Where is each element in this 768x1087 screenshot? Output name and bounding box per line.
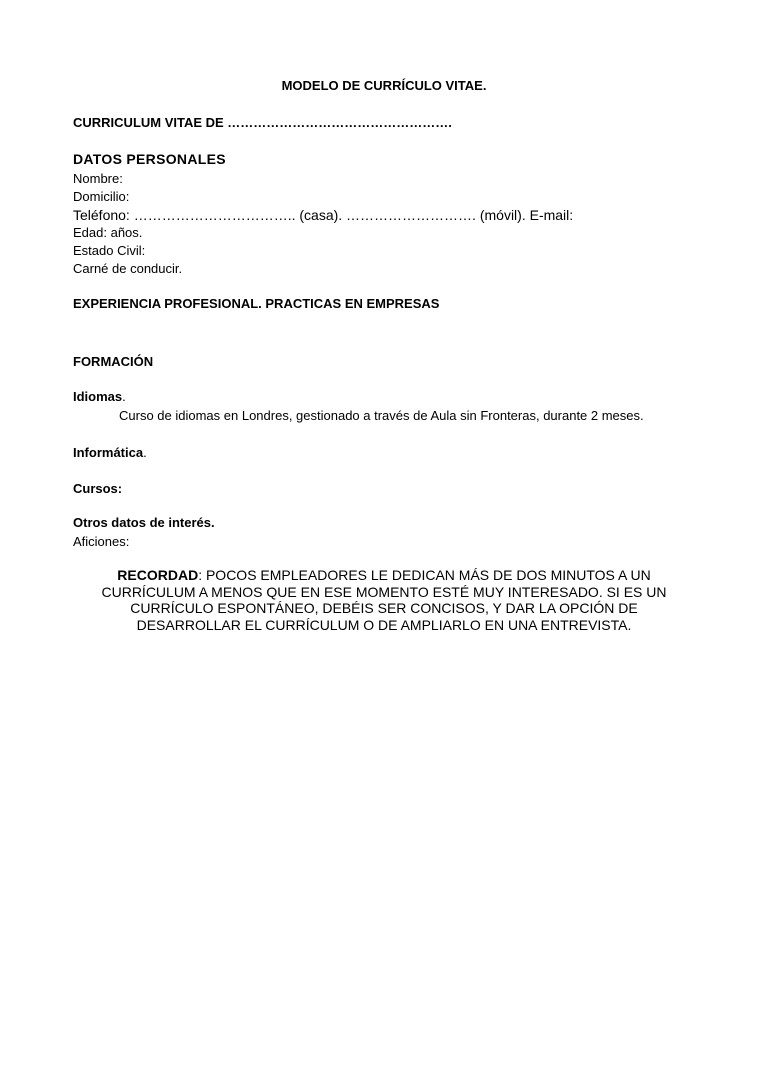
- aficiones-label: Aficiones:: [73, 534, 130, 549]
- cursos-label: Cursos:: [73, 481, 123, 496]
- idiomas-suffix: .: [122, 389, 126, 404]
- idiomas-line: [73, 390, 126, 403]
- informatica-suffix: .: [143, 445, 147, 460]
- field-domicilio: Domicilio:: [73, 189, 130, 204]
- education-heading: FORMACIÓN: [73, 354, 154, 369]
- idiomas-detail: Curso de idiomas en Londres, gestionado a través de Aula sin Fronteras, durante 2 meses.: [119, 408, 644, 423]
- field-nombre: Nombre:: [73, 171, 123, 186]
- personal-data-heading: DATOS PERSONALES: [73, 151, 226, 167]
- document-title: MODELO DE CURRÍCULO VITAE.: [281, 78, 487, 93]
- note-line-1-text: : POCOS EMPLEADORES LE DEDICAN MÁS DE DOS MINUTOS A UN: [198, 567, 651, 583]
- note-label: RECORDAD: [117, 567, 199, 583]
- note-line-4: DESARROLLAR EL CURRÍCULUM O DE AMPLIARLO EN UNA ENTREVISTA.: [136, 617, 632, 633]
- field-telefono: Teléfono: …………………………….. (casa). ………………………. (móvil). E-mail:: [73, 207, 574, 223]
- informatica-line: [73, 446, 147, 459]
- other-data-heading: Otros datos de interés.: [73, 515, 215, 530]
- idiomas-label: Idiomas: [73, 389, 123, 404]
- informatica-label: Informática: [73, 445, 144, 460]
- field-carne: Carné de conducir.: [73, 261, 183, 276]
- field-estado-civil: Estado Civil:: [73, 243, 146, 258]
- cv-heading: CURRICULUM VITAE DE …………………………………………….: [73, 115, 452, 130]
- note-line-3: CURRÍCULO ESPONTÁNEO, DEBÉIS SER CONCISOS, Y DAR LA OPCIÓN DE: [130, 600, 638, 616]
- experience-heading: EXPERIENCIA PROFESIONAL. PRACTICAS EN EMPRESAS: [73, 296, 440, 311]
- note-line-1: [0, 568, 768, 582]
- field-edad: Edad: años.: [73, 225, 143, 240]
- note-line-2: CURRÍCULUM A MENOS QUE EN ESE MOMENTO ESTÉ MUY INTERESADO. SI ES UN: [101, 584, 667, 600]
